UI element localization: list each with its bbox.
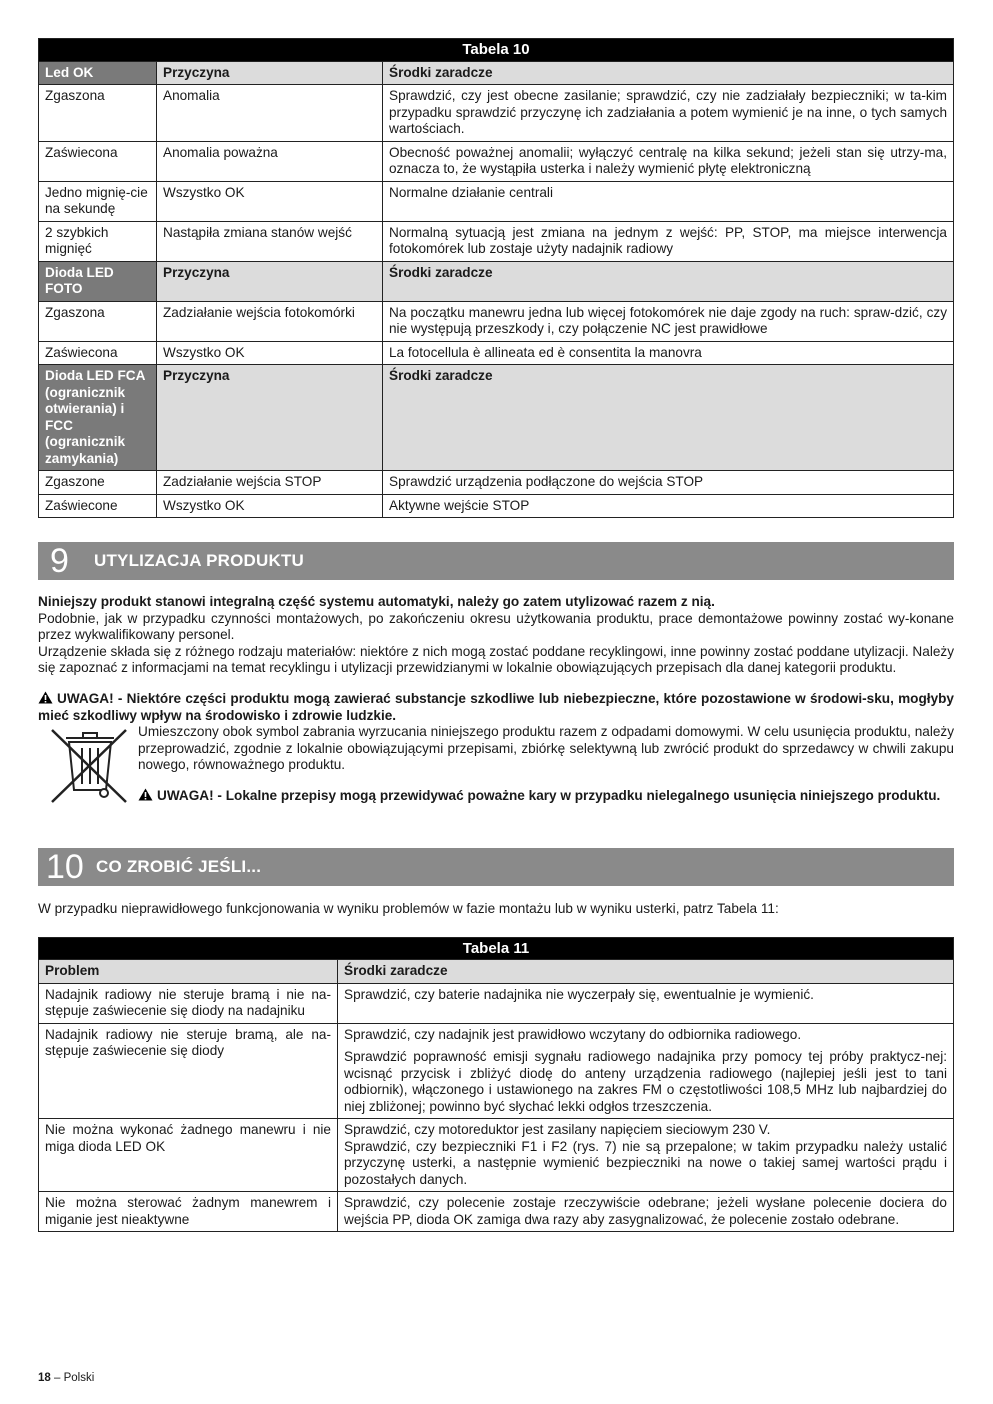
table-row: Nadajnik radiowy nie steruje bramą i nie na-stępuje zaświecenie się diody na nadajniku Sprawdzić, czy baterie nadajnika nie wyczerpały się, ewentualnie je wymienić. [39,983,954,1023]
table-row: Zgaszona Zadziałanie wejścia fotokomórki Na początku manewru jedna lub więcej fotokomórek nie daje zgody na ruch: spraw-dzić, czy nie występują przeszkody i, czy połączenie NC jest prawidłowe [39,301,954,341]
warning-paragraph: UWAGA! - Lokalne przepisy mogą przewidywać poważne kary w przypadku nielegalnego usunięcia niniejszego produktu. [138,788,954,805]
table-row: Nie można sterować żadnym manewrem i miganie jest nieaktywne Sprawdzić, czy polecenie zostaje rzeczywiście odebrane; jeżeli wysłane polecenie dociera do wejścia PP, dioda OK zamiga dwa razy aby zasygnalizować, że polecenie zostało odebrane. [39,1192,954,1232]
section-title: UTYLIZACJA PRODUKTU [94,551,304,570]
table-10-subheader-foto: Dioda LED FOTO Przyczyna Środki zaradcze [39,261,954,301]
table-row: Zgaszone Zadziałanie wejścia STOP Sprawdzić urządzenia podłączone do wejścia STOP [39,471,954,495]
table-10-subheader-fca-fcc: Dioda LED FCA (ogranicznik otwierania) i FCC (ogranicznik zamykania) Przyczyna Środki zaradcze [39,365,954,471]
warning-paragraph: UWAGA! - Niektóre części produktu mogą zawierać substancje szkodliwe lub niebezpieczne, które pozostawione w środowi-sku, mogłyby mieć szkodliwy wpływ na środowisko i zdrowie ludzkie. [38,690,954,723]
paragraph: Umieszczony obok symbol zabrania wyrzucania niniejszego produktu razem z odpadami domowymi. W celu usunięcia produktu, należy przeprowadzić, zgodnie z lokalnie obowiązującymi przepisami, zbiórkę selektywną lub zwrócić produkt do sprzedawcy w chwili zakupu nowego, równoważnego produktu. [138,724,954,773]
crossed-out-bin-icon [38,724,138,806]
table-row: Nadajnik radiowy nie steruje bramą, ale na-stępuje zaświecenie się diody Sprawdzić, czy nadajnik jest prawidłowo wczytany do odbiornika radiowego. Sprawdzić poprawność emisji sygnału radiowego nadajnika przy pomocy tej próby praktycz-nej: wcisnąć przycisk i zbliżyć diodę do anteny urządzenia radiowego (najlepiej jeśli jest to tani odbiornik), włączonego i ustawionego na zakres FM o częstotliwości 108,5 MHz lub najbardziej do niej zbliżonej; powinno być słychać lekki odgłos trzeszczenia. [39,1023,954,1119]
page-content [38,38,954,1232]
section-9-heading [38,542,954,580]
table-10-caption: Tabela 10 [39,39,954,62]
section-10-intro: W przypadku nieprawidłowego funkcjonowania w wyniku problemów w fazie montażu lub w wyniku usterki, patrz Tabela 11: [38,901,779,917]
page-footer: 18 – Polski [38,1372,95,1384]
table-row: Zgaszona Anomalia Sprawdzić, czy jest obecne zasilanie; sprawdzić, czy nie zadziałały bezpieczniki; w ta-kim przypadku sprawdzić przyczynę ich zadziałania a potem wymienić je na inne, o tych samych wartościach. [39,85,954,142]
section-title: CO ZROBIĆ JEŚLI... [96,857,262,877]
table-row: Zaświecona Anomalia poważna Obecność poważnej anomalii; wyłączyć centralę na kilka sekund; jeżeli stan się utrzy-ma, oznacza to, że wystąpiła usterka i należy wymienić płytę elektroniczną [39,141,954,181]
weee-text-block [138,724,954,806]
footer-language: Polski [63,1372,95,1384]
table-row: Zaświecone Wszystko OK Aktywne wejście STOP [39,494,954,518]
table-11-caption: Tabela 11 [39,937,954,960]
paragraph: Urządzenie składa się z różnego rodzaju materiałów: niektóre z nich mogą zostać poddane recyklingowi, inne powinny zostać poddane utylizacji. Należy się zapoznać z informacjami na temat recyklingu i utylizacji przewidzianymi w lokalnie obowiązujących przepisach dla danej kategorii produktu. [38,643,954,676]
table-10 [38,38,954,518]
table-11-header: Problem Środki zaradcze [39,960,954,984]
section-9-lead: Niniejszy produkt stanowi integralną część systemu automatyki, należy go zatem utylizować razem z nią. [38,594,715,609]
section-10-heading [38,848,954,886]
warning-triangle-icon [38,691,53,704]
page-number: 18 [38,1372,51,1384]
paragraph: Podobnie, jak w przypadku czynności montażowych, po zakończeniu okresu użytkowania produktu, prace demontażowe powinny zostać wy-konane przez wykwalifikowany personel. [38,610,954,643]
section-number: 9 [50,542,69,580]
table-row: Jedno mignię-cie na sekundę Wszystko OK Normalne działanie centrali [39,181,954,221]
section-number: 10 [46,848,84,887]
table-row: Nie można wykonać żadnego manewru i nie miga dioda LED OK Sprawdzić, czy motoreduktor jest zasilany napięciem sieciowym 230 V. Sprawdzić, czy bezpieczniki F1 i F2 (rys. 7) nie są przepalone; w takim przypadku należy ustalić przyczynę usterki, a następnie wymienić bezpieczniki na nowe o takiej samej wartości prądu i pozostałych danych. [39,1119,954,1192]
table-row: 2 szybkich mignięć Nastąpiła zmiana stanów wejść Normalną sytuacją jest zmiana na jednym z wejść: PP, STOP, ma miejsce interwencja fotokomórek lub zostaje użyty nadajnik radiowy [39,221,954,261]
section-9-body [38,594,954,806]
weee-notice [38,724,954,806]
table-10-header: Led OK Przyczyna Środki zaradcze [39,61,954,85]
warning-triangle-icon [138,788,153,801]
table-row: Zaświecona Wszystko OK La fotocellula è allineata ed è consentita la manovra [39,341,954,365]
table-11 [38,937,954,1233]
